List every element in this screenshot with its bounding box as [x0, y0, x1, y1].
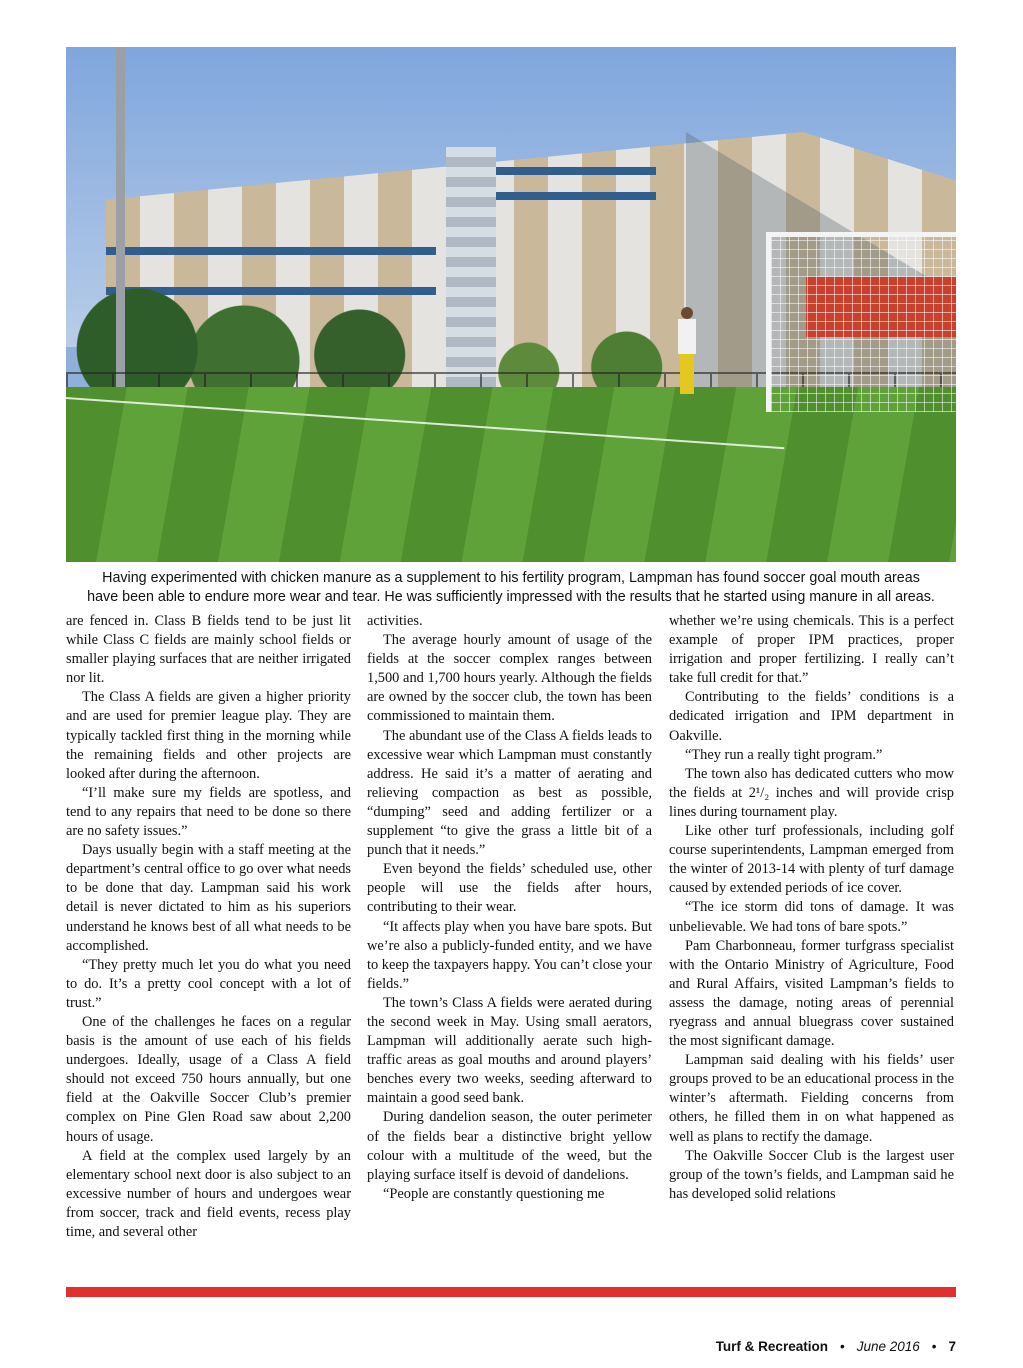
- paragraph: During dandelion season, the outer perimeter of the fields bear a distinctive bright yellow colour with a multitude of the weed, but the playing surface itself is devoid of dandelions.: [367, 1109, 652, 1183]
- photo-player: [678, 307, 696, 397]
- paragraph: The Oakville Soccer Club is the largest user group of the town’s fields, and Lampman said he has developed solid relations: [669, 1147, 954, 1202]
- paragraph: The abundant use of the Class A fields leads to excessive wear which Lampman must constantly address. He said it’s a matter of aerating and relieving compaction as best as possible, “dumping” seed and adding fertilizer or a supplement “to give the grass a little bit of a punch that it needs.”: [367, 727, 652, 859]
- issue-date: June 2016: [856, 1339, 920, 1354]
- photo-soccer-goal: [766, 232, 956, 412]
- paragraph: “They run a really tight program.”: [685, 746, 883, 763]
- paragraph: Pam Charbonneau, former turfgrass specialist with the Ontario Ministry of Agriculture, Food and Rural Affairs, visited Lampman’s fields to assess the damage, noting areas of perennial ryegrass and annual bluegrass cover sustained the most significant damage.: [669, 937, 954, 1050]
- paragraph: “They pretty much let you do what you need to do. It’s a pretty cool concept with a lot of trust.”: [66, 956, 351, 1011]
- footer-separator: •: [931, 1339, 937, 1354]
- publication-name: Turf & Recreation: [715, 1339, 828, 1354]
- paragraph: Contributing to the fields’ conditions is a dedicated irrigation and IPM department in Oakville.: [669, 689, 954, 744]
- paragraph: The town’s Class A fields were aerated during the second week in May. Using small aerators, Lampman will additionally aerate such high-traffic areas as goal mouths and around players’ benches every two weeks, seeding afterward to maintain a good seed bank.: [367, 994, 652, 1107]
- paragraph: “The ice storm did tons of damage. It was unbelievable. We had tons of bare spots.”: [669, 899, 954, 935]
- paragraph: The average hourly amount of usage of the fields at the soccer complex ranges between 1,500 and 1,700 hours yearly. Although the fields are owned by the soccer club, the town has been commissioned to maintain them.: [367, 632, 652, 725]
- photo-stripe: [496, 192, 656, 200]
- article-photo: [66, 47, 956, 562]
- footer-rule: [66, 1287, 956, 1297]
- paragraph: Lampman said dealing with his fields’ user groups proved to be an educational process in the winter’s aftermath. Fielding concerns from others, he filled them in on what happened as well as plans to rectify the damage.: [669, 1052, 954, 1145]
- paragraph: “People are constantly questioning me: [383, 1185, 605, 1202]
- paragraph: are fenced in. Class B fields tend to be just lit while Class C fields are mainly school fields or smaller playing surfaces that are neither irrigated nor lit.: [66, 613, 351, 687]
- photo-stripe: [106, 247, 436, 255]
- article-column-3: [669, 612, 954, 1272]
- photo-light-pole: [116, 47, 125, 407]
- photo-caption: [66, 569, 956, 607]
- article-column-1: [66, 612, 351, 1272]
- photo-stripe: [496, 167, 656, 175]
- caption-line: Having experimented with chicken manure as a supplement to his fertility program, Lampman has found soccer goal mouth areas: [102, 570, 920, 586]
- footer-separator: •: [839, 1339, 845, 1354]
- paragraph: Days usually begin with a staff meeting at the department’s central office to go over what needs to be done that day. Lampman said his work detail is never dictated to him as his superiors understand he knows best of all what needs to be accomplished.: [66, 842, 351, 954]
- paragraph: The Class A fields are given a higher priority and are used for premier league play. They are typically tackled first thing in the morning while the remaining fields and other projects are looked after during the afternoon.: [66, 689, 351, 782]
- paragraph: “It affects play when you have bare spots. But we’re also a publicly-funded entity, and we have to keep the taxpayers happy. You can’t close your fields.”: [367, 918, 652, 992]
- caption-line: have been able to endure more wear and tear. He was sufficiently impressed with the results that he started using manure in all areas.: [87, 589, 935, 605]
- page-footer: [600, 1339, 956, 1361]
- photo-grass: [66, 387, 956, 562]
- article-column-2: [367, 612, 652, 1272]
- paragraph: Even beyond the fields’ scheduled use, other people will use the fields after hours, contributing to their wear.: [367, 861, 652, 916]
- page-number: 7: [948, 1339, 956, 1354]
- paragraph: “I’ll make sure my fields are spotless, and tend to any repairs that need to be done so there are no safety issues.”: [66, 784, 351, 840]
- paragraph: One of the challenges he faces on a regular basis is the amount of use each of his fields undergoes. Ideally, usage of a Class A field should not exceed 750 hours annually, but one field at the Oakville Soccer Club’s premier complex on Pine Glen Road saw about 2,200 hours of usage.: [66, 1013, 351, 1145]
- paragraph: Like other turf professionals, including golf course superintendents, Lampman emerged from the winter of 2013-14 with plenty of turf damage caused by extended periods of ice cover.: [669, 823, 954, 897]
- paragraph: activities.: [367, 613, 423, 629]
- paragraph: whether we’re using chemicals. This is a perfect example of proper IPM practices, proper irrigation and proper fertilizing. I really can’t take full credit for that.”: [669, 613, 954, 687]
- paragraph: The town also has dedicated cutters who mow the fields at 2¹/₂ inches and will provide crisp lines during tournament play.: [669, 765, 954, 820]
- paragraph: A field at the complex used largely by an elementary school next door is also subject to an excessive number of hours and undergoes wear from soccer, track and field events, recess play time, and several other: [66, 1147, 351, 1240]
